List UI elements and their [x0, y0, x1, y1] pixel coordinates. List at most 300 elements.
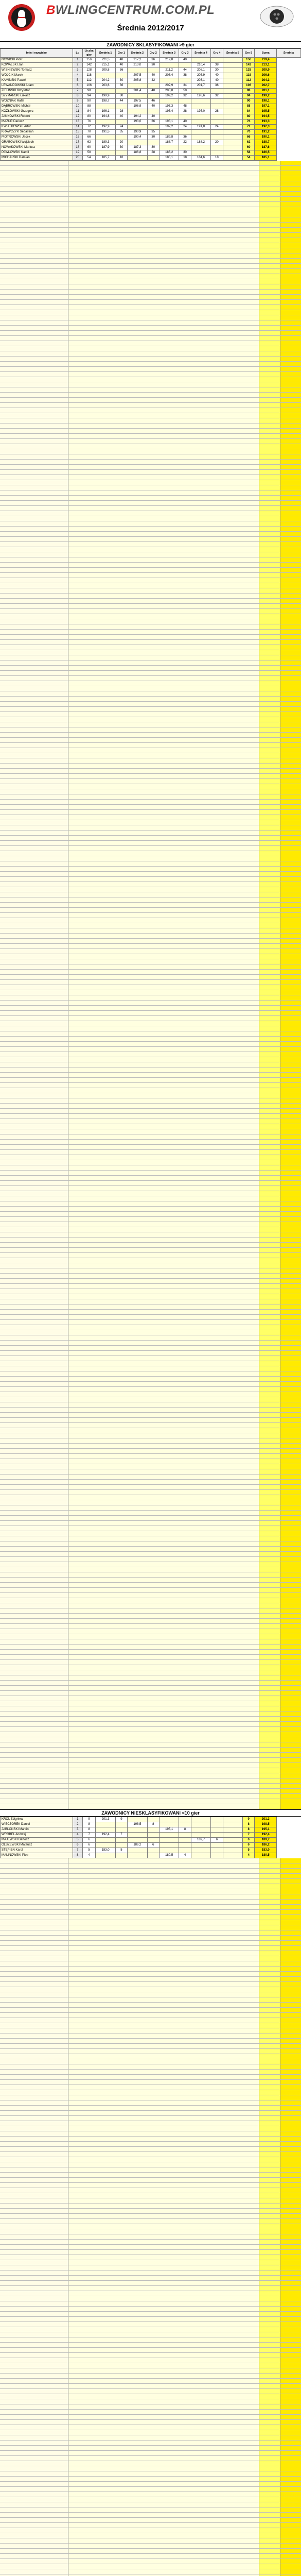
stripe-cell [259, 1603, 280, 1608]
table-row-stripe [0, 624, 301, 630]
stripe-cell [259, 1232, 280, 1237]
season-cell [211, 135, 223, 140]
stripe-cell [280, 1925, 301, 1930]
stripe-cell [280, 624, 301, 629]
stripe-cell [259, 2075, 280, 2079]
stripe-cell [259, 2121, 280, 2126]
stripe-cell [68, 1894, 259, 1899]
table-row-stripe [0, 1541, 301, 1547]
stripe-cell [259, 856, 280, 861]
table-row-stripe [0, 295, 301, 300]
stripe-cell [68, 1526, 259, 1531]
stripe-cell [280, 161, 301, 165]
stripe-cell [0, 2116, 68, 2121]
stripe-cell [280, 274, 301, 279]
stripe-cell [68, 1119, 259, 1124]
season-cell [223, 94, 242, 99]
stripe-cell [0, 2018, 68, 2023]
stripe-cell [68, 1145, 259, 1149]
games-sum: 62 [242, 140, 254, 145]
table-row-stripe [0, 1171, 301, 1176]
stripe-cell [68, 1042, 259, 1046]
stripe-cell [68, 2126, 259, 2131]
table-row-stripe [0, 1972, 301, 1977]
table-row-stripe [0, 2569, 301, 2574]
player-name: JABŁOŃSKI Marcin [1, 1827, 73, 1833]
table-row-stripe [0, 2250, 301, 2255]
stripe-cell [280, 1946, 301, 1951]
stripe-cell [259, 557, 280, 562]
table-row-stripe [0, 1863, 301, 1869]
stripe-cell [259, 2255, 280, 2260]
stripe-cell [0, 243, 68, 248]
stripe-cell [280, 655, 301, 660]
average-score: 202,7 [255, 83, 277, 89]
stripe-cell [68, 2178, 259, 2182]
table-row-stripe [0, 2358, 301, 2363]
season-cell [96, 1822, 115, 1827]
stripe-cell [68, 413, 259, 418]
games-count: 76 [82, 120, 96, 125]
table-row-stripe [0, 1997, 301, 2003]
table-row-stripe [0, 331, 301, 336]
stripe-cell [280, 794, 301, 799]
stripe-cell [68, 1150, 259, 1155]
stripe-cell [0, 1804, 68, 1809]
stripe-cell [68, 1655, 259, 1659]
stripe-cell [280, 1982, 301, 1987]
stripe-cell [259, 1748, 280, 1752]
stripe-cell [68, 1552, 259, 1556]
table-row [1, 1843, 301, 1848]
stripe-cell [259, 908, 280, 912]
stripe-cell [280, 1742, 301, 1747]
stripe-cell [68, 2003, 259, 2007]
season-cell [147, 156, 159, 161]
stripe-cell [259, 614, 280, 619]
stripe-cell [68, 944, 259, 948]
games-sum: 112 [242, 78, 254, 83]
stripe-cell [68, 980, 259, 985]
stripe-cell [68, 2384, 259, 2388]
stripe-cell [68, 2466, 259, 2471]
season-cell [115, 1843, 127, 1848]
season-cell: 201,7 [191, 83, 210, 89]
stripe-cell [0, 290, 68, 294]
games-count: 9 [82, 1817, 96, 1822]
stripe-cell [0, 1526, 68, 1531]
table-row-stripe [0, 1145, 301, 1150]
table-row-stripe [0, 2064, 301, 2070]
table-row-stripe [0, 248, 301, 253]
stripe-cell [0, 1181, 68, 1185]
season-cell [191, 130, 210, 135]
table-row-stripe [0, 1742, 301, 1748]
stripe-cell [68, 2265, 259, 2270]
average-score: 194,5 [255, 114, 277, 120]
stripe-cell [280, 1263, 301, 1268]
stripe-cell [259, 903, 280, 907]
average-score: 198,5 [255, 1822, 277, 1827]
stripe-cell [0, 1423, 68, 1428]
table-row-stripe [0, 2106, 301, 2111]
table-row-stripe [0, 2477, 301, 2482]
season-cell [191, 1833, 210, 1838]
stripe-cell [68, 1438, 259, 1443]
stripe-cell [0, 794, 68, 799]
stripe-cell [68, 1588, 259, 1592]
stripe-cell [0, 2255, 68, 2260]
stripe-cell [259, 1619, 280, 1623]
stripe-cell [280, 429, 301, 433]
stripe-cell [68, 2033, 259, 2038]
stripe-cell [0, 238, 68, 243]
season-cell [159, 145, 179, 150]
table-row-stripe [0, 702, 301, 707]
stripe-cell [259, 1804, 280, 1809]
stripe-cell [68, 2204, 259, 2208]
stripe-cell [280, 2528, 301, 2533]
stripe-cell [68, 2137, 259, 2141]
stripe-cell [0, 1645, 68, 1649]
stripe-cell [259, 1021, 280, 1026]
table-row-stripe [0, 2492, 301, 2497]
stripe-cell [259, 2353, 280, 2358]
stripe-cell [259, 836, 280, 840]
stripe-cell [280, 2301, 301, 2306]
season-cell: 46 [147, 99, 159, 104]
stripe-cell [68, 387, 259, 392]
stripe-cell [0, 1547, 68, 1551]
table-row-stripe [0, 1217, 301, 1222]
stripe-cell [259, 2441, 280, 2445]
table-row-stripe [0, 1268, 301, 1274]
table-row-stripe [0, 2343, 301, 2348]
stripe-cell [0, 547, 68, 552]
stripe-cell [68, 2394, 259, 2399]
stripe-cell [280, 1930, 301, 1935]
stripe-cell [68, 1869, 259, 1873]
stripe-cell [0, 1763, 68, 1768]
table-row-stripe [0, 1073, 301, 1078]
table-row-stripe [0, 681, 301, 686]
average-score: 195,5 [255, 109, 277, 114]
stripe-cell [0, 506, 68, 511]
stripe-cell [259, 820, 280, 825]
stripe-cell [280, 1196, 301, 1201]
stripe-cell [0, 2482, 68, 2486]
stripe-cell [68, 655, 259, 660]
stripe-cell [259, 1475, 280, 1479]
table-row-stripe [0, 1310, 301, 1315]
stripe-cell [280, 362, 301, 366]
season-cell: 30 [147, 145, 159, 150]
stripe-cell [280, 769, 301, 773]
stripe-cell [68, 423, 259, 428]
stripe-cell [259, 2033, 280, 2038]
stripe-cell [259, 465, 280, 469]
rank-number: 19 [73, 150, 82, 156]
stripe-cell [68, 573, 259, 578]
stripe-cell [0, 594, 68, 598]
stripe-cell [68, 1997, 259, 2002]
table-row-stripe [0, 645, 301, 650]
stripe-cell [280, 2487, 301, 2492]
stripe-cell [0, 681, 68, 686]
stripe-cell [280, 1160, 301, 1165]
stripe-cell [0, 779, 68, 784]
stripe-cell [0, 470, 68, 474]
table-row-stripe [0, 2260, 301, 2265]
stripe-cell [259, 2049, 280, 2054]
season-cell: 8 [179, 1827, 191, 1833]
games-count: 4 [82, 1853, 96, 1858]
player-name: KRAWCZYK Sebastian [1, 130, 73, 135]
stripe-cell [280, 1155, 301, 1160]
stripe-cell [68, 2039, 259, 2043]
stripe-cell [280, 439, 301, 444]
stripe-cell [0, 166, 68, 171]
stripe-cell [280, 305, 301, 310]
stripe-cell [68, 1217, 259, 1222]
stripe-cell [0, 542, 68, 547]
stripe-cell [280, 2003, 301, 2007]
table-row-stripe [0, 243, 301, 248]
stripe-cell [0, 1444, 68, 1448]
stripe-cell [259, 1047, 280, 1052]
stripe-cell [0, 2389, 68, 2394]
stripe-cell [68, 640, 259, 645]
stripe-cell [280, 1639, 301, 1644]
stripe-cell [259, 449, 280, 454]
stripe-cell [68, 2513, 259, 2517]
table-row-stripe [0, 815, 301, 820]
table-row-stripe [0, 1191, 301, 1196]
stripe-cell [280, 2070, 301, 2074]
stripe-cell [280, 1686, 301, 1690]
stripe-cell [280, 892, 301, 897]
table-row-stripe [0, 1243, 301, 1248]
season-cell [223, 150, 242, 156]
stripe-cell [259, 1915, 280, 1920]
games-sum: 8 [242, 1822, 254, 1827]
stripe-cell [280, 1371, 301, 1376]
table-row-stripe [0, 1346, 301, 1351]
table-row-stripe [0, 1371, 301, 1377]
stripe-cell [280, 614, 301, 619]
average-score: 206,6 [255, 73, 277, 78]
stripe-cell [259, 2358, 280, 2363]
stripe-cell [68, 532, 259, 536]
stripe-cell [68, 460, 259, 464]
stripe-cell [259, 1335, 280, 1340]
stripe-cell [0, 1402, 68, 1407]
stripe-cell [68, 954, 259, 959]
stripe-cell [68, 1387, 259, 1392]
stripe-cell [0, 769, 68, 773]
table-row-stripe [0, 1402, 301, 1408]
stripe-cell [280, 1748, 301, 1752]
stripe-cell [259, 403, 280, 408]
stripe-cell [259, 1977, 280, 1981]
stripe-cell [259, 2322, 280, 2327]
stripe-cell [0, 1531, 68, 1536]
table-row-stripe [0, 2111, 301, 2116]
stripe-cell [259, 223, 280, 227]
stripe-cell [68, 490, 259, 495]
stripe-cell [259, 2219, 280, 2224]
season-cell [159, 1838, 179, 1843]
stripe-cell [68, 2379, 259, 2383]
stripe-cell [280, 1717, 301, 1721]
table-row-stripe [0, 1078, 301, 1083]
season-cell [191, 1843, 210, 1848]
stripe-cell [0, 1495, 68, 1500]
stripe-cell [259, 2337, 280, 2342]
stripe-cell [280, 217, 301, 222]
rank-number: 10 [73, 104, 82, 109]
stripe-cell [0, 2234, 68, 2239]
season-cell [128, 125, 147, 130]
stripe-cell [0, 717, 68, 722]
table-row-stripe [0, 928, 301, 934]
stripe-cell [280, 1341, 301, 1345]
stripe-cell [0, 877, 68, 882]
average-score: 180,5 [255, 1853, 277, 1858]
stripe-cell [259, 1660, 280, 1665]
stripe-cell [0, 2028, 68, 2033]
stripe-cell [0, 887, 68, 892]
season-cell [191, 145, 210, 150]
stripe-cell [0, 2183, 68, 2188]
stripe-cell [0, 2332, 68, 2337]
player-name: MAJEWSKI Bartosz [1, 1838, 73, 1843]
stripe-cell [259, 2270, 280, 2275]
rank-number: 13 [73, 120, 82, 125]
stripe-cell [68, 903, 259, 907]
stripe-cell [259, 964, 280, 969]
stripe-cell [259, 2070, 280, 2074]
season-cell [159, 114, 179, 120]
column-header: Gry 3 [179, 49, 191, 58]
stripe-cell [68, 192, 259, 196]
stripe-cell [280, 743, 301, 748]
stripe-cell [259, 2420, 280, 2425]
season-cell: 40 [147, 114, 159, 120]
stripe-cell [0, 357, 68, 361]
season-cell [115, 1838, 127, 1843]
stripe-cell [280, 825, 301, 830]
player-name: OLSZEWSKI Mateusz [1, 1843, 73, 1848]
stripe-cell [259, 1531, 280, 1536]
stripe-cell [68, 1799, 259, 1804]
season-cell [179, 1838, 191, 1843]
stripe-cell [259, 1675, 280, 1680]
stripe-cell [280, 542, 301, 547]
table-row-stripe [0, 1006, 301, 1011]
stripe-cell [280, 2384, 301, 2388]
stripe-cell [68, 542, 259, 547]
table-row-stripe [0, 1238, 301, 1243]
stripe-cell [259, 939, 280, 943]
rank-number: 7 [73, 1848, 82, 1853]
stripe-cell [68, 1691, 259, 1696]
stripe-cell [259, 2018, 280, 2023]
rank-number: 4 [73, 73, 82, 78]
stripe-cell [280, 753, 301, 758]
stripe-cell [280, 1619, 301, 1623]
stripe-cell [68, 1884, 259, 1889]
stripe-cell [0, 1634, 68, 1639]
table-row-stripe [0, 1624, 301, 1629]
stripe-cell [0, 552, 68, 557]
stripe-cell [259, 1284, 280, 1289]
stripe-cell [68, 501, 259, 505]
stripe-cell [68, 166, 259, 171]
table-row-stripe [0, 1910, 301, 1915]
stripe-cell [0, 253, 68, 258]
stripe-cell [259, 1171, 280, 1175]
stripe-cell [280, 2363, 301, 2368]
stripe-cell [280, 1737, 301, 1742]
table-row-stripe [0, 2538, 301, 2544]
stripe-cell [0, 161, 68, 165]
stripe-cell [68, 1753, 259, 1757]
table-row-stripe [0, 2410, 301, 2415]
table-row-stripe [0, 1186, 301, 1191]
stripe-cell [68, 676, 259, 681]
stripe-cell [0, 2219, 68, 2224]
stripe-cell [280, 2513, 301, 2517]
table-row-stripe [0, 552, 301, 557]
season-cell: 18 [115, 156, 127, 161]
table-row-stripe [0, 619, 301, 624]
stripe-cell [280, 171, 301, 176]
stripe-cell [280, 2507, 301, 2512]
season-cell: 190,9 [128, 130, 147, 135]
player-name: STĘPIEŃ Karol [1, 1848, 73, 1853]
stripe-cell [259, 1701, 280, 1706]
stripe-cell [280, 2111, 301, 2115]
season-cell: 34 [179, 83, 191, 89]
stripe-cell [280, 1696, 301, 1701]
stripe-cell [0, 738, 68, 742]
season-cell [147, 1853, 159, 1858]
stripe-cell [259, 2456, 280, 2461]
stripe-cell [259, 1351, 280, 1355]
stripe-cell [280, 2049, 301, 2054]
season-cell [115, 1822, 127, 1827]
stripe-cell [0, 2487, 68, 2492]
stripe-cell [280, 1248, 301, 1252]
stripe-cell [0, 1920, 68, 1925]
stripe-cell [280, 1011, 301, 1015]
stripe-cell [68, 964, 259, 969]
stripe-cell [280, 197, 301, 201]
stripe-cell [68, 1098, 259, 1103]
table-row-stripe [0, 1485, 301, 1490]
stripe-cell [0, 1485, 68, 1489]
table-row-stripe [0, 2162, 301, 2167]
stripe-cell [0, 2446, 68, 2450]
stripe-cell [0, 2167, 68, 2172]
stripe-cell [0, 939, 68, 943]
season-cell: 184,6 [191, 156, 210, 161]
stripe-cell [280, 243, 301, 248]
stripe-cell [280, 1438, 301, 1443]
table-row-stripe [0, 387, 301, 393]
stripe-cell [68, 1572, 259, 1577]
